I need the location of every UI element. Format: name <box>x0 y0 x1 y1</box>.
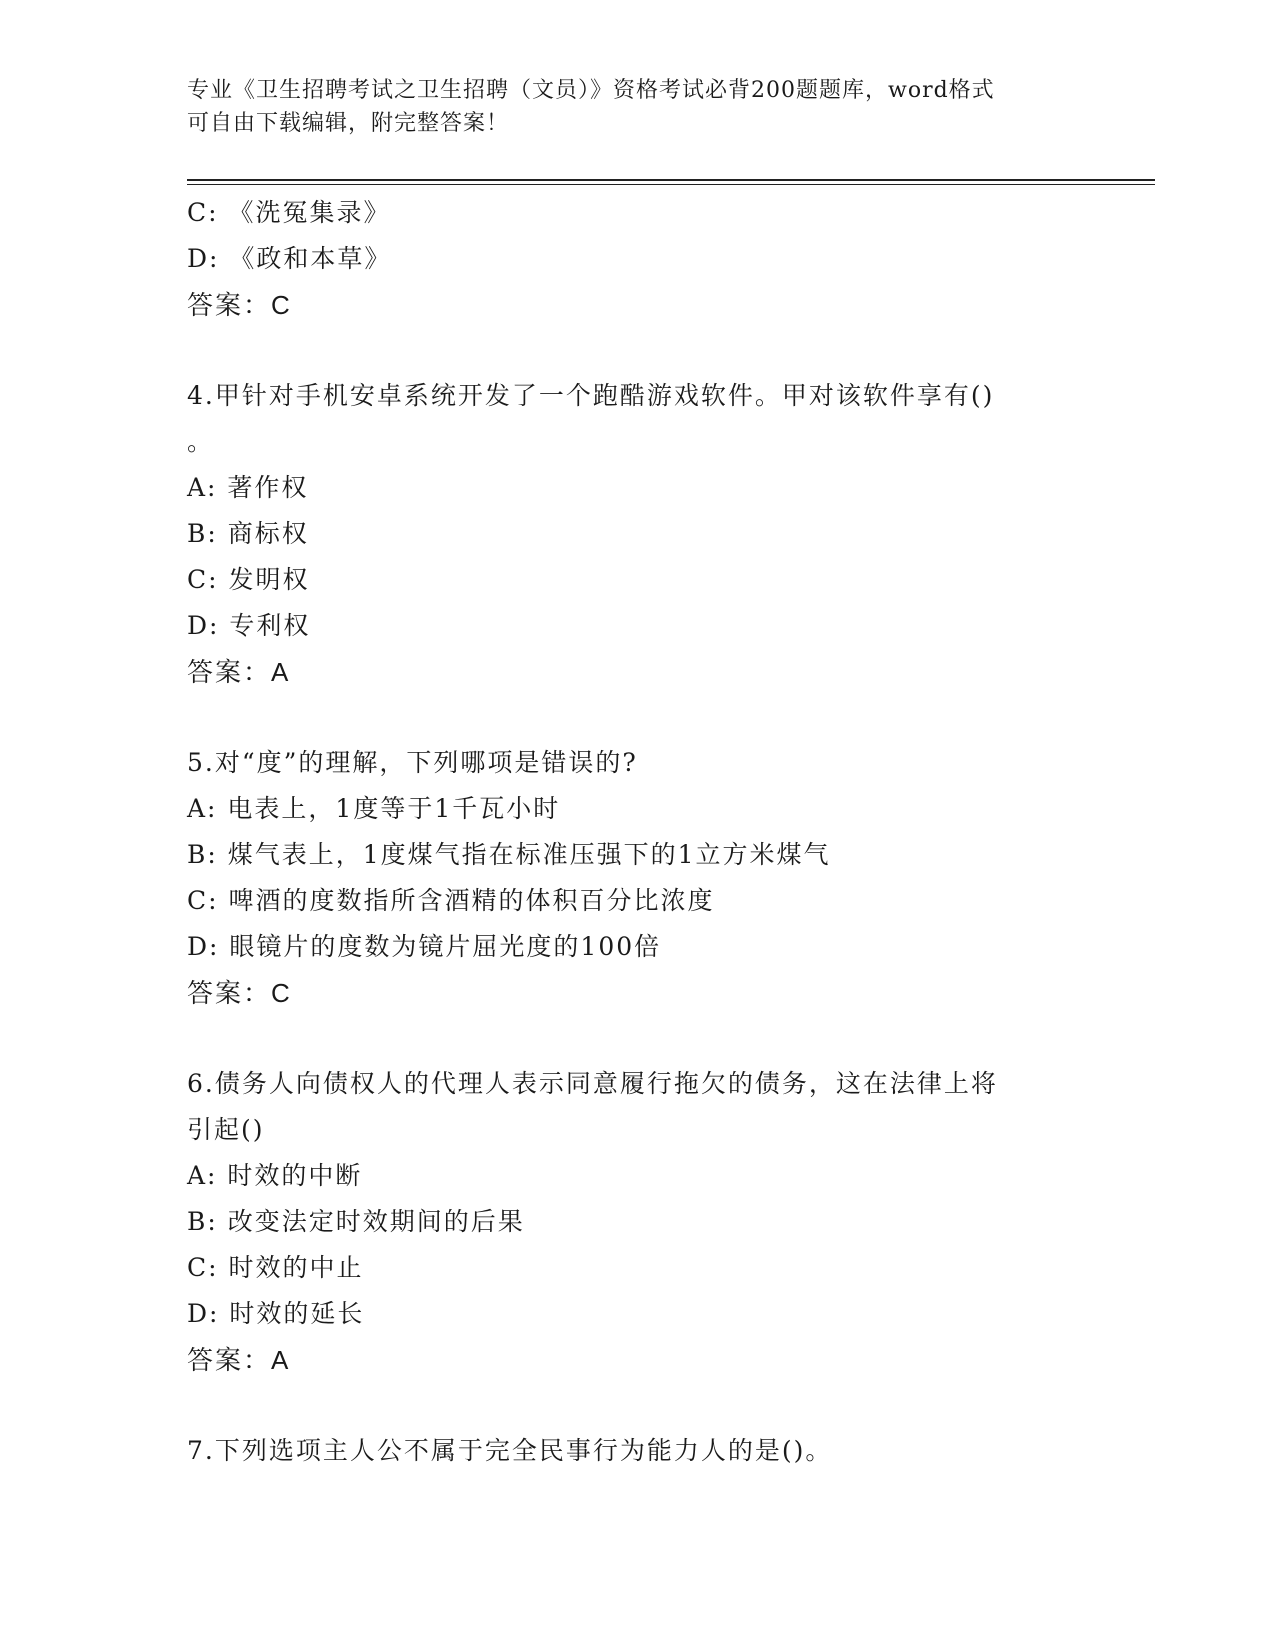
question-7 <box>187 1428 1087 1474</box>
prev-question-block <box>187 190 1087 328</box>
answer-line: 答案：C <box>187 978 292 1008</box>
spacer <box>187 1016 1087 1061</box>
question-5 <box>187 740 1087 1016</box>
option-c: C: 《洗冤集录》 <box>187 198 391 227</box>
option-d: D: 专利权 <box>187 611 311 640</box>
option-d: D: 《政和本草》 <box>187 244 392 273</box>
option-d: D: 眼镜片的度数为镜片屈光度的100倍 <box>187 932 662 961</box>
question-text-line: 6.债务人向债权人的代理人表示同意履行拖欠的债务，这在法律上将 <box>187 1069 998 1098</box>
option-d: D: 时效的延长 <box>187 1299 365 1328</box>
question-text-line: 。 <box>187 427 215 456</box>
option-b: B: 商标权 <box>187 519 309 548</box>
document-header <box>187 74 1067 140</box>
answer-line: 答案：A <box>187 657 291 687</box>
answer-line: 答案：A <box>187 1345 291 1375</box>
spacer <box>187 328 1087 373</box>
question-text-line: 引起() <box>187 1115 265 1144</box>
header-line-2: 可自由下载编辑，附完整答案！ <box>187 111 510 136</box>
option-b: B: 改变法定时效期间的后果 <box>187 1207 525 1236</box>
header-line-1: 专业《卫生招聘考试之卫生招聘（文员）》资格考试必背200题题库，word格式 <box>187 78 995 103</box>
spacer <box>187 1383 1087 1428</box>
option-c: C: 发明权 <box>187 565 310 594</box>
option-a: A: 电表上，1度等于1千瓦小时 <box>187 794 561 823</box>
header-divider-thick <box>187 179 1155 181</box>
option-a: A: 时效的中断 <box>187 1161 363 1190</box>
option-c: C: 时效的中止 <box>187 1253 364 1282</box>
spacer <box>187 695 1087 740</box>
question-text-line: 5.对“度”的理解，下列哪项是错误的? <box>187 748 638 777</box>
header-divider-thin <box>187 184 1155 185</box>
question-text-line: 4.甲针对手机安卓系统开发了一个跑酷游戏软件。甲对该软件享有() <box>187 381 995 410</box>
answer-line: 答案：C <box>187 290 292 320</box>
question-content <box>187 190 1087 1474</box>
option-b: B: 煤气表上，1度煤气指在标准压强下的1立方米煤气 <box>187 840 831 869</box>
option-c: C: 啤酒的度数指所含酒精的体积百分比浓度 <box>187 886 715 915</box>
option-a: A: 著作权 <box>187 473 309 502</box>
question-text-line: 7.下列选项主人公不属于完全民事行为能力人的是()。 <box>187 1436 833 1465</box>
question-4 <box>187 373 1087 695</box>
question-6 <box>187 1061 1087 1383</box>
